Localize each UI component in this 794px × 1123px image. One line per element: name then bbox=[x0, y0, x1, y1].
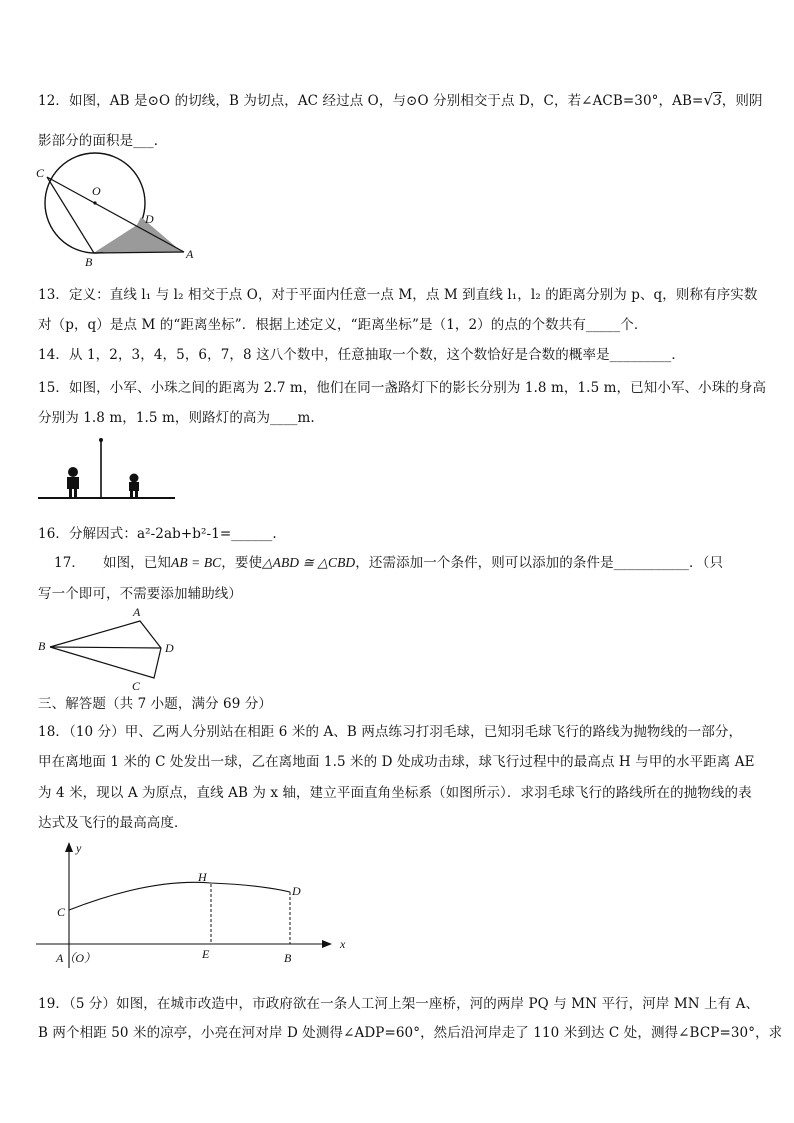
q18-line4: 达式及飞行的最高高度． bbox=[38, 815, 188, 831]
xiaojun-figure bbox=[67, 467, 79, 498]
label-x: x bbox=[340, 937, 346, 951]
q17-line1 bbox=[54, 551, 723, 571]
q12-text-a: 12．如图，AB 是⊙O 的切线，B 为切点，AC 经过点 O，与⊙O 分别相交于点 D，C，若∠ACB=30°，AB= bbox=[38, 93, 704, 109]
xiaozhu-figure bbox=[129, 474, 139, 499]
label-d: D bbox=[165, 641, 174, 655]
label-b: B bbox=[85, 255, 93, 269]
label-a: A bbox=[186, 247, 194, 261]
label-h: H bbox=[198, 870, 207, 884]
label-a: A bbox=[133, 605, 141, 619]
label-e: E bbox=[202, 947, 210, 961]
q16-line: 16．分解因式：a²-2ab+b²-1=______. bbox=[38, 526, 277, 542]
q12-text-b: ，则阴 bbox=[721, 93, 763, 109]
label-ao: A（O） bbox=[56, 951, 96, 965]
y-axis-arrow bbox=[65, 842, 73, 852]
q15-line2: 分别为 1.8 m，1.5 m，则路灯的高为____m. bbox=[38, 410, 315, 426]
q19-line2: B 两个相距 50 米的凉亭，小亮在河对岸 D 处测得∠ADP=60°，然后沿河岸走了 110 米到达 C 处，测得∠BCP=30°，求 bbox=[38, 1025, 783, 1041]
q13-line2: 对（p，q）是点 M 的“距离坐标”．根据上述定义，“距离坐标”是（1，2）的点的个数共有_____个． bbox=[38, 317, 648, 333]
q13-line1: 13．定义：直线 l₁ 与 l₂ 相交于点 O，对于平面内任意一点 M，点 M 到直线 l₁，l₂ 的距离分别为 p、q，则称有序实数 bbox=[38, 287, 758, 303]
label-b: B bbox=[284, 951, 292, 965]
section-3-title: 三、解答题（共 7 小题，满分 69 分） bbox=[38, 696, 273, 712]
lamp-head bbox=[99, 438, 103, 442]
q17-text-a: 如图，已知 bbox=[102, 555, 171, 571]
label-y: y bbox=[76, 841, 82, 855]
q17-text-c: ，还需添加一个条件，则可以添加的条件是___________．（只 bbox=[355, 555, 724, 571]
q17-text-b: ，要使 bbox=[221, 555, 263, 571]
q18-figure bbox=[36, 840, 356, 970]
q12-figure bbox=[32, 160, 202, 270]
label-c: C bbox=[57, 905, 66, 919]
quad-abdc bbox=[50, 621, 161, 678]
q17-figure bbox=[36, 604, 186, 692]
sqrt-radicand: 3 bbox=[713, 93, 722, 109]
q14-line1: 14．从 1，2，3，4，5，6，7，8 这八个数中，任意抽取一个数，这个数恰好是合数的概率是_________． bbox=[38, 347, 685, 363]
sqrt-symbol: √ bbox=[703, 91, 714, 109]
label-d: D bbox=[145, 212, 154, 226]
x-axis-arrow bbox=[322, 940, 332, 948]
q17-number: 17． bbox=[54, 555, 85, 571]
parabola-path bbox=[69, 882, 290, 910]
q17-cond1: AB = BC bbox=[170, 555, 222, 570]
q19-line1: 19．（5 分）如图，在城市改造中，市政府欲在一条人工河上架一座桥，河的两岸 PQ 与 MN 平行，河岸 MN 上有 A、 bbox=[38, 996, 760, 1012]
q12-line1 bbox=[38, 89, 763, 109]
q18-line1: 18．（10 分）甲、乙两人分别站在相距 6 米的 A、B 两点练习打羽毛球，已知羽毛球飞行的路线为抛物线的一部分， bbox=[38, 724, 743, 740]
label-d: D bbox=[292, 884, 301, 898]
q18-line3: 为 4 米，现以 A 为原点，直线 AB 为 x 轴，建立平面直角坐标系（如图所示）．求羽毛球飞行的路线所在的抛物线的表 bbox=[38, 785, 752, 801]
q17-cond2: △ABD ≅ △CBD bbox=[262, 555, 356, 570]
q12-line2: 影部分的面积是___． bbox=[38, 133, 168, 149]
label-c: C bbox=[132, 679, 141, 693]
label-b: B bbox=[38, 639, 46, 653]
center-o-dot bbox=[93, 201, 96, 204]
q15-figure bbox=[38, 436, 178, 502]
line-cb bbox=[47, 177, 94, 253]
label-o: O bbox=[92, 184, 101, 198]
label-c: C bbox=[36, 166, 45, 180]
q17-line2: 写一个即可，不需要添加辅助线） bbox=[38, 586, 242, 602]
diagonal-bd bbox=[50, 647, 161, 648]
q18-line2: 甲在离地面 1 米的 C 处发出一球，乙在离地面 1.5 米的 D 处成功击球，球飞行过程中的最高点 H 与甲的水平距离 AE bbox=[38, 754, 755, 770]
q15-line1: 15．如图，小军、小珠之间的距离为 2.7 m，他们在同一盏路灯下的影长分别为 1.8 m，1.5 m，已知小军、小珠的身高 bbox=[38, 380, 767, 396]
